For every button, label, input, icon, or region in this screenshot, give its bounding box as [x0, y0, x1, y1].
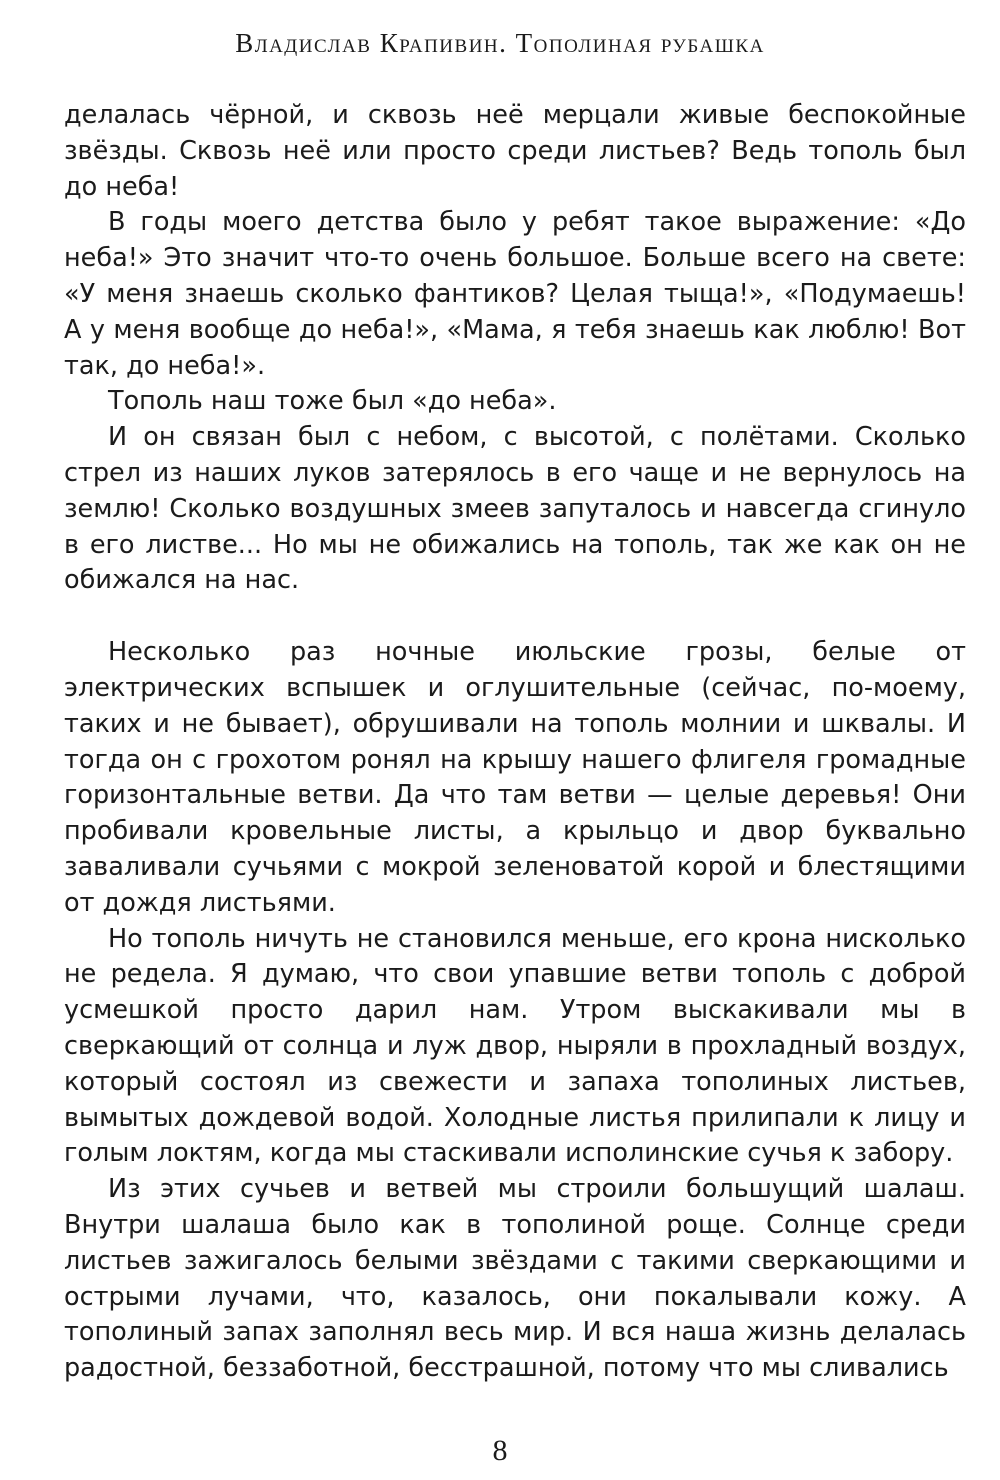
- paragraph-continuation: делалась чёрной, и сквозь неё мерцали живые беспокойные звёзды. Сквозь неё или просто среди листьев? Ведь тополь был до неба!: [64, 100, 966, 202]
- paragraph: Несколько раз ночные июльские грозы, белые от электрических вспышек и оглушительные (сейчас, по-моему, таких и не бывает), обрушивали на тополь молнии и шквалы. И тогда он с грохотом ронял на крышу нашего флигеля громадные горизонтальные ветви. Да что там ветви — целые деревья! Они пробивали кровельные листы, а крыльцо и двор буквально заваливали сучьями с мокрой зеленоватой корой и блестящими от дождя листьями.: [64, 637, 966, 918]
- paragraph: Тополь наш тоже был «до неба».: [108, 386, 557, 417]
- paragraph: В годы моего детства было у ребят такое выражение: «До неба!» Это значит что-то очень большое. Больше всего на свете: «У меня знаешь сколько фантиков? Целая тыща!», «Подумаешь! А у меня вообще до неба!», «Мама, я тебя знаешь как люблю! Вот так, до неба!».: [64, 207, 966, 381]
- page-number: 8: [492, 1434, 508, 1467]
- section-break: [64, 599, 966, 635]
- paragraph: Из этих сучьев и ветвей мы строили большущий шалаш. Внутри шалаша было как в тополиной роще. Солнце среди листьев зажигалось белыми звёздами с такими сверкающими и острыми лучами, что, казалось, они покалывали кожу. А тополиный запах заполнял весь мир. И вся наша жизнь делалась радостной, беззаботной, бесстрашной, потому что мы сливались: [64, 1174, 966, 1384]
- body-text: [64, 98, 966, 1387]
- paragraph: Но тополь ничуть не становился меньше, его крона нисколько не редела. Я думаю, что свои упавшие ветви тополь с доброй усмешкой просто дарил нам. Утром выскакивали мы в сверкающий от солнца и луж двор, ныряли в прохладный воздух, который состоял из свежести и запаха тополиных листьев, вымытых дождевой водой. Холодные листья прилипали к лицу и голым локтям, когда мы стаскивали исполинские сучья к забору.: [64, 923, 966, 1169]
- paragraph: И он связан был с небом, с высотой, с полётами. Сколько стрел из наших луков затерялось в его чаще и не вернулось на землю! Сколько воздушных змеев запуталось и навсегда сгинуло в его листве... Но мы не обижались на тополь, так же как он не обижался на нас.: [64, 422, 966, 596]
- running-head: Владислав Крапивин. Тополиная рубашка: [235, 28, 765, 58]
